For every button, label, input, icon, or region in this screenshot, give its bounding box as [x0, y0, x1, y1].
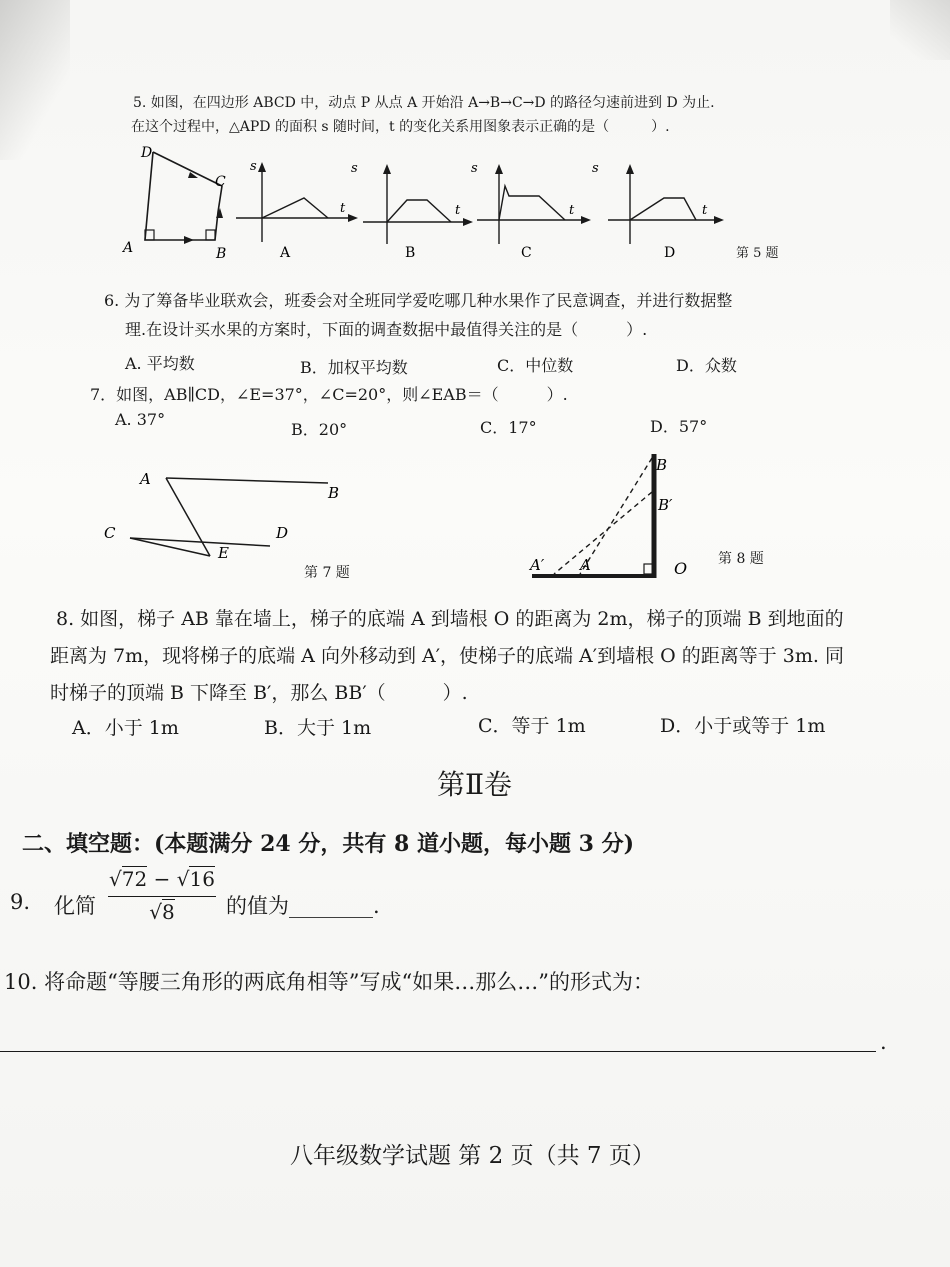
- q5-point-c: C: [215, 174, 226, 190]
- q7-parallel-lines-figure: [98, 462, 358, 572]
- q5-graph-b: [345, 152, 475, 260]
- q9-minus: −: [153, 867, 171, 891]
- q8-point-o: O: [674, 559, 688, 578]
- q8-caption: 第 8 题: [718, 551, 764, 567]
- page-shadow-right: [890, 0, 950, 60]
- section-heading: 二、填空题：(本题满分 24 分，共有 8 道小题，每小题 3 分): [22, 831, 635, 857]
- q5-graph-d-t-label: t: [702, 203, 708, 218]
- q7-point-a: A: [140, 470, 151, 488]
- q8-option-d: D．小于或等于 1m: [660, 715, 826, 737]
- q5-point-d: D: [141, 145, 153, 161]
- q9-fraction-bar: [108, 896, 216, 897]
- q8-line2: 距离为 7m，现将梯子的底端 A 向外移动到 A′，使梯子的底端 A′到墙根 O 的距离等于 3m. 同: [50, 645, 844, 667]
- q9-radicand-den: 8: [162, 900, 175, 924]
- q5-graph-c-s-label: s: [471, 161, 478, 176]
- q5-graph-a-t-label: t: [340, 201, 346, 216]
- q8-point-a-prime: A′: [530, 556, 545, 574]
- q6-option-a: A. 平均数: [125, 354, 195, 373]
- q5-graph-d-s-label: s: [592, 161, 599, 176]
- q5-line2: 在这个过程中，△APD 的面积 s 随时间，t 的变化关系用图象表示正确的是（ ）.: [131, 119, 670, 135]
- q5-quadrilateral-figure: [118, 140, 238, 262]
- q8-option-b: B．大于 1m: [264, 717, 372, 739]
- q5-graph-a-option: A: [280, 245, 291, 260]
- q10-answer-line: [0, 1051, 876, 1052]
- q5-line1: 5. 如图，在四边形 ABCD 中，动点 P 从点 A 开始沿 A→B→C→D 的路径匀速前进到 D 为止.: [133, 95, 715, 111]
- q8-ladder-figure: [520, 448, 720, 584]
- q6-line1: 6. 为了筹备毕业联欢会，班委会对全班同学爱吃哪几种水果作了民意调查，并进行数据整: [104, 291, 733, 310]
- q8-option-c: C．等于 1m: [478, 715, 586, 737]
- q10-text: 10. 将命题“等腰三角形的两底角相等”写成“如果…那么…”的形式为：: [4, 970, 655, 994]
- q5-caption: 第 5 题: [736, 246, 779, 261]
- q9-suffix: 的值为________.: [226, 894, 380, 918]
- q5-graph-a: [232, 150, 362, 260]
- q7-point-e: E: [218, 544, 229, 562]
- q7-caption: 第 7 题: [304, 565, 350, 581]
- sqrt-icon: √: [149, 900, 162, 924]
- q6-line2: 理.在设计买水果的方案时，下面的调查数据中最值得关注的是（ ）.: [125, 320, 648, 339]
- page-footer: 八年级数学试题 第 2 页（共 7 页）: [290, 1143, 655, 1169]
- q10-end: .: [880, 1030, 887, 1054]
- q8-line1: 8. 如图，梯子 AB 靠在墙上，梯子的底端 A 到墙根 O 的距离为 2m，梯子的顶端 B 到地面的: [56, 608, 844, 630]
- q6-option-d: D．众数: [676, 356, 737, 375]
- q5-graph-a-s-label: s: [250, 159, 257, 174]
- q9-fraction: [104, 866, 220, 925]
- q9-number: 9.: [10, 890, 31, 914]
- q6-option-b: B．加权平均数: [300, 358, 408, 377]
- q7-option-b: B．20°: [291, 420, 348, 439]
- q7-point-d: D: [276, 524, 289, 542]
- section-title: 第Ⅱ卷: [437, 768, 513, 801]
- q5-graph-b-t-label: t: [455, 203, 461, 218]
- page-shadow-left: [0, 0, 70, 160]
- q7-point-c: C: [104, 524, 116, 542]
- q8-point-b-prime: B′: [658, 496, 673, 514]
- q9-radicand-a: 72: [121, 867, 148, 891]
- q8-option-a: A．小于 1m: [72, 717, 179, 739]
- q5-graph-c-option: C: [521, 245, 532, 260]
- q5-graph-c: [465, 152, 595, 260]
- q9-numerator: [104, 866, 220, 892]
- q9-denominator: [104, 899, 220, 925]
- q7-point-b: B: [328, 484, 340, 502]
- sqrt-icon: √: [109, 867, 122, 891]
- q5-graph-d: [588, 152, 728, 260]
- q6-option-c: C．中位数: [497, 356, 574, 375]
- q5-graph-b-option: B: [405, 245, 416, 260]
- q5-point-a: A: [123, 240, 134, 256]
- q5-graph-c-t-label: t: [569, 203, 575, 218]
- q7-line1: 7．如图，AB∥CD，∠E=37°，∠C=20°，则∠EAB＝（ ）.: [90, 385, 568, 404]
- q5-graph-d-option: D: [664, 245, 676, 260]
- q7-option-d: D．57°: [650, 417, 708, 436]
- q5-graph-b-s-label: s: [351, 161, 358, 176]
- q8-point-a: A: [580, 556, 591, 574]
- q5-point-b: B: [216, 246, 227, 262]
- sqrt-icon: √: [176, 867, 190, 891]
- q9-prefix: 化简: [54, 894, 96, 918]
- q9-radicand-b: 16: [189, 867, 215, 891]
- q7-option-a: A. 37°: [115, 410, 166, 429]
- q8-point-b: B: [656, 456, 668, 474]
- q7-option-c: C．17°: [480, 418, 537, 437]
- q8-line3: 时梯子的顶端 B 下降至 B′，那么 BB′（ ）.: [50, 682, 468, 704]
